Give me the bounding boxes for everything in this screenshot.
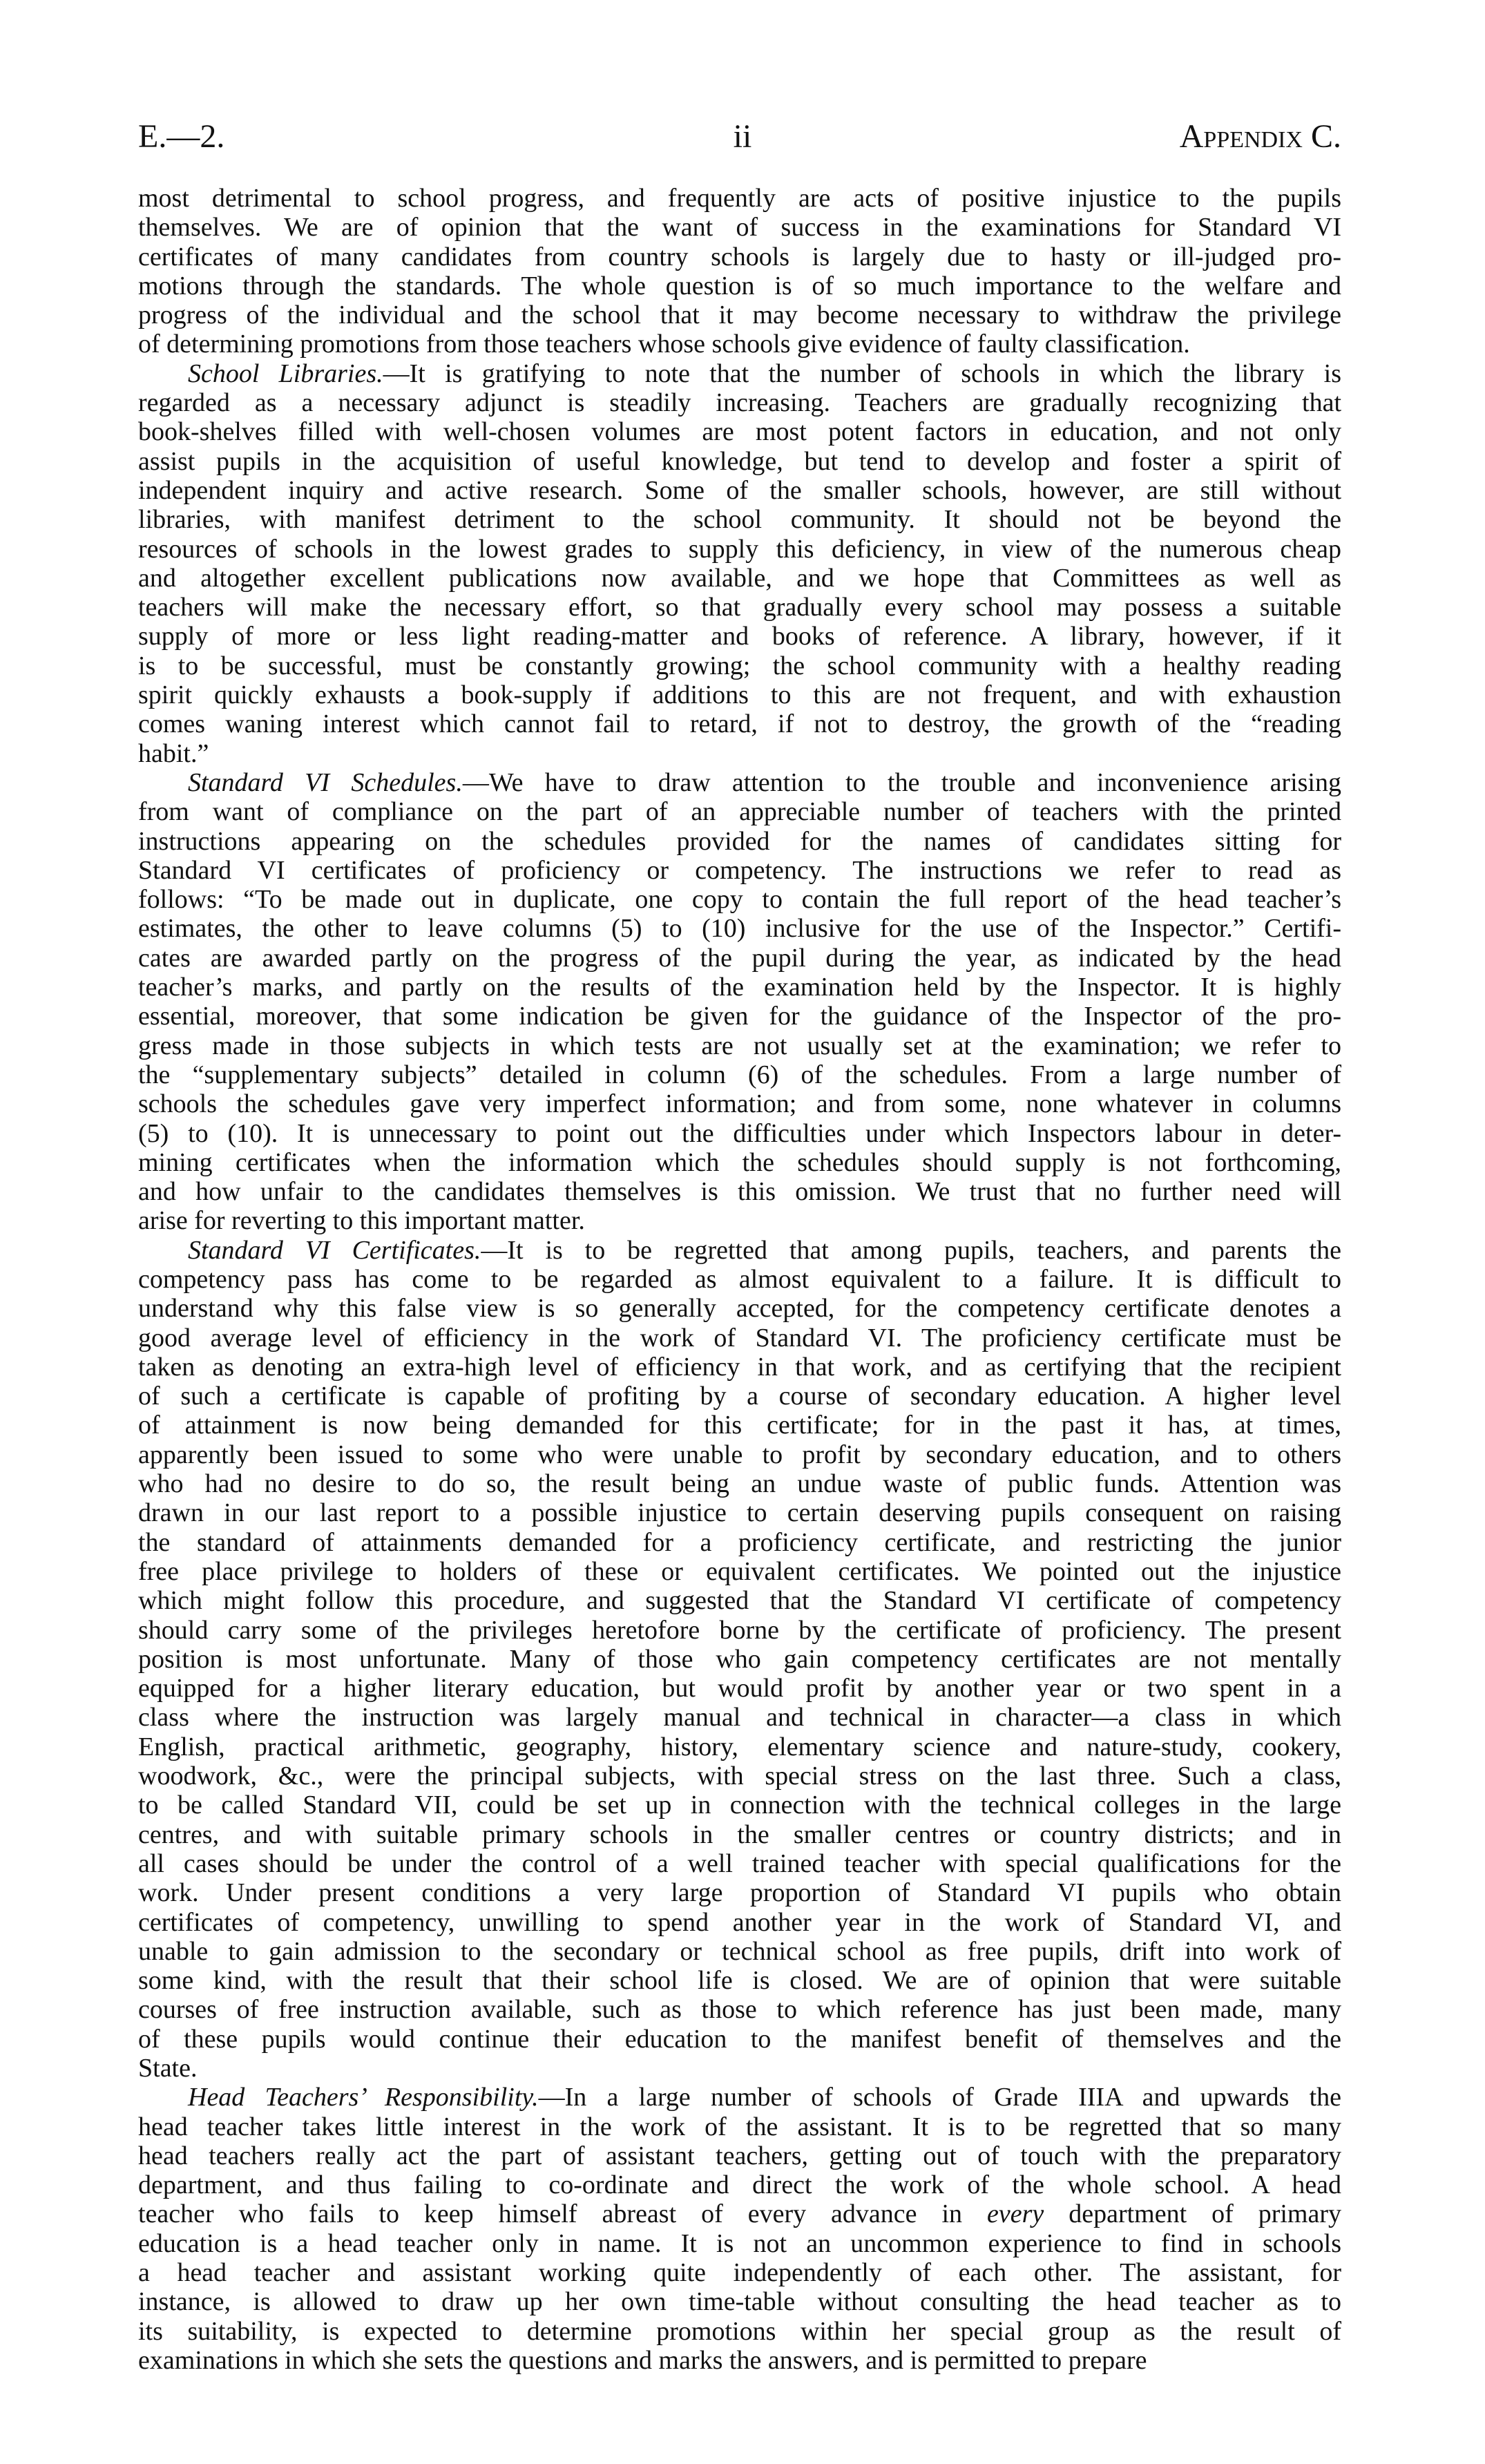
text-line: habit.” (138, 738, 209, 768)
text-line: understand why this false view is so generally accepted, for the competency certificate denotes a (138, 1294, 1341, 1324)
section-heading: School Libraries. (188, 359, 383, 388)
text-line: centres, and with suitable primary schools in the smaller centres or country districts; and in (138, 1820, 1341, 1849)
text-line: comes waning interest which cannot fail to retard, if not to destroy, the growth of the “reading (138, 709, 1341, 739)
section-heading: Standard VI Schedules. (188, 767, 463, 797)
text-line (138, 2199, 1341, 2228)
text-line: courses of free instruction available, such as those to which reference has just been made, many (138, 1995, 1341, 2025)
text-line: and altogether excellent publications now available, and we hope that Committees as well as (138, 563, 1341, 593)
text-line: certificates of competency, unwilling to spend another year in the work of Standard VI, and (138, 1907, 1341, 1937)
text-line: supply of more or less light reading-matter and books of reference. A library, however, if it (138, 622, 1341, 651)
text-line: (5) to (10). It is unnecessary to point out the difficulties under which Inspectors labour in deter- (138, 1118, 1341, 1148)
text-line: School Libraries.—It is gratifying to note that the number of schools in which the library is (188, 359, 1342, 388)
text-line: class where the instruction was largely manual and technical in character—a class in which (138, 1703, 1341, 1732)
text-line: book-shelves filled with well-chosen volumes are most potent factors in education, and not only (138, 417, 1341, 447)
text-line: and how unfair to the candidates themselves is this omission. We trust that no further need will (138, 1177, 1341, 1207)
paragraph (138, 184, 1341, 359)
text-line: teacher’s marks, and partly on the results of the examination held by the Inspector. It is highly (138, 973, 1341, 1002)
text-line: most detrimental to school progress, and frequently are acts of positive injustice to the pupils (138, 184, 1341, 213)
paragraph (138, 2083, 1341, 2375)
text-line: cates are awarded partly on the progress of the pupil during the year, as indicated by the head (138, 943, 1341, 973)
text-line: Standard VI Schedules.—We have to draw attention to the trouble and inconvenience arising (188, 767, 1341, 797)
text-line: follows: “To be made out in duplicate, one copy to contain the full report of the head teacher’s (138, 885, 1341, 915)
text-line: some kind, with the result that their school life is closed. We are of opinion that were suitable (138, 1966, 1341, 1996)
text-line: work. Under present conditions a very large proportion of Standard VI pupils who obtain (138, 1878, 1341, 1908)
emphasis-text: every (987, 2199, 1044, 2229)
text-line: head teacher takes little interest in the work of the assistant. It is to be regretted that so many (138, 2112, 1341, 2141)
paragraph (138, 1236, 1341, 2083)
text-line: is to be successful, must be constantly growing; the school community with a healthy reading (138, 651, 1341, 680)
text-line: estimates, the other to leave columns (5) to (10) inclusive for the use of the Inspector.” Certifi- (138, 914, 1341, 944)
text-line: gress made in those subjects in which tests are not usually set at the examination; we refer to (138, 1031, 1341, 1060)
text-line: mining certificates when the information which the schedules should supply is not forthcoming, (138, 1147, 1341, 1177)
text-line: a head teacher and assistant working quite independently of each other. The assistant, for (138, 2258, 1341, 2288)
text-line: libraries, with manifest detriment to the school community. It should not be beyond the (138, 505, 1341, 535)
text-line: Standard VI Certificates.—It is to be regretted that among pupils, teachers, and parents the (188, 1235, 1341, 1265)
text-line: resources of schools in the lowest grades to supply this deficiency, in view of the numerous cheap (138, 534, 1341, 564)
text-segment: department of primary (1044, 2199, 1342, 2229)
text-line: Head Teachers’ Responsibility.—In a large number of schools of Grade IIIA and upwards the (188, 2083, 1341, 2112)
text-line: free place privilege to holders of these or equivalent certificates. We pointed out the injustice (138, 1556, 1341, 1586)
text-line: progress of the individual and the school that it may become necessary to withdraw the privilege (138, 300, 1341, 330)
text-line: schools the schedules gave very imperfect information; and from some, none whatever in columns (138, 1089, 1341, 1119)
text-line: motions through the standards. The whole question is of so much importance to the welfare and (138, 271, 1341, 300)
text-line: teachers will make the necessary effort, so that gradually every school may possess a suitable (138, 593, 1341, 622)
text-line: regarded as a necessary adjunct is steadily increasing. Teachers are gradually recognizing that (138, 388, 1341, 418)
text-line: education is a head teacher only in name. It is not an uncommon experience to find in schools (138, 2228, 1341, 2258)
text-line: English, practical arithmetic, geography, history, elementary science and nature-study, cookery, (138, 1732, 1341, 1761)
section-heading: Standard VI Certificates. (188, 1235, 481, 1265)
text-line: the standard of attainments demanded for a proficiency certificate, and restricting the junior (138, 1527, 1341, 1557)
text-line: to be called Standard VII, could be set up in connection with the technical colleges in the large (138, 1790, 1341, 1820)
text-line: department, and thus failing to co-ordinate and direct the work of the whole school. A head (138, 2170, 1341, 2200)
text-line: instructions appearing on the schedules provided for the names of candidates sitting for (138, 826, 1341, 856)
text-line: which might follow this procedure, and suggested that the Standard VI certificate of competency (138, 1586, 1341, 1616)
text-line: essential, moreover, that some indication be given for the guidance of the Inspector of the pro- (138, 1002, 1341, 1031)
text-line: competency pass has come to be regarded as almost equivalent to a failure. It is difficult to (138, 1264, 1341, 1294)
text-line: of these pupils would continue their education to the manifest benefit of themselves and the (138, 2024, 1341, 2054)
text-line: themselves. We are of opinion that the want of success in the examinations for Standard VI (138, 213, 1341, 242)
section-heading: Head Teachers’ Responsibility. (188, 2083, 539, 2112)
text-line: who had no desire to do so, the result being an undue waste of public funds. Attention was (138, 1469, 1341, 1499)
text-line: from want of compliance on the part of an appreciable number of teachers with the printed (138, 797, 1341, 827)
text-line: apparently been issued to some who were unable to profit by secondary education, and to others (138, 1440, 1341, 1469)
text-line: should carry some of the privileges heretofore borne by the certificate of proficiency. The present (138, 1615, 1341, 1645)
text-line: taken as denoting an extra-high level of efficiency in that work, and as certifying that the recipient (138, 1352, 1341, 1382)
text-line: unable to gain admission to the secondary or technical school as free pupils, drift into work of (138, 1936, 1341, 1966)
text-line: of attainment is now being demanded for this certificate; for in the past it has, at times, (138, 1411, 1341, 1440)
text-line: the “supplementary subjects” detailed in column (6) of the schedules. From a large number of (138, 1060, 1341, 1089)
page-number: ii (733, 118, 752, 155)
text-line: good average level of efficiency in the work of Standard VI. The proficiency certificate must be (138, 1323, 1341, 1353)
paragraph (138, 768, 1341, 1236)
text-line: all cases should be under the control of a well trained teacher with special qualifications for the (138, 1849, 1341, 1878)
text-line: of such a certificate is capable of profiting by a course of secondary education. A higher level (138, 1382, 1341, 1411)
text-line: assist pupils in the acquisition of useful knowledge, but tend to develop and foster a spirit of (138, 446, 1341, 476)
text-line: State. (138, 2054, 198, 2083)
text-line: its suitability, is expected to determine promotions within her special group as the result of (138, 2316, 1341, 2346)
text-line: woodwork, &c., were the principal subjects, with special stress on the last three. Such a class, (138, 1761, 1341, 1791)
appendix-label: Appendix C. (1179, 118, 1341, 155)
text-line: independent inquiry and active research. Some of the smaller schools, however, are still without (138, 475, 1341, 505)
text-line: Standard VI certificates of proficiency or competency. The instructions we refer to read as (138, 855, 1341, 885)
text-line: spirit quickly exhausts a book-supply if additions to this are not frequent, and with exhaustion (138, 680, 1341, 710)
document-body (138, 184, 1341, 2375)
text-line: arise for reverting to this important matter. (138, 1206, 585, 1236)
text-segment: teacher who fails to keep himself abreast of every advance in (138, 2199, 987, 2229)
text-line: drawn in our last report to a possible injustice to certain deserving pupils consequent on raising (138, 1498, 1341, 1528)
text-line: instance, is allowed to draw up her own time-table without consulting the head teacher as to (138, 2287, 1341, 2317)
paragraph (138, 359, 1341, 768)
text-line: head teachers really act the part of assistant teachers, getting out of touch with the preparatory (138, 2141, 1341, 2170)
text-line: certificates of many candidates from country schools is largely due to hasty or ill-judged pro- (138, 242, 1341, 271)
text-line: examinations in which she sets the questions and marks the answers, and is permitted to prepare (138, 2345, 1147, 2375)
report-code: E.—2. (138, 118, 225, 155)
text-line: position is most unfortunate. Many of those who gain competency certificates are not mentally (138, 1644, 1341, 1674)
text-line: equipped for a higher literary education, but would profit by another year or two spent in a (138, 1674, 1341, 1703)
text-line: of determining promotions from those teachers whose schools give evidence of faulty classification. (138, 330, 1190, 359)
